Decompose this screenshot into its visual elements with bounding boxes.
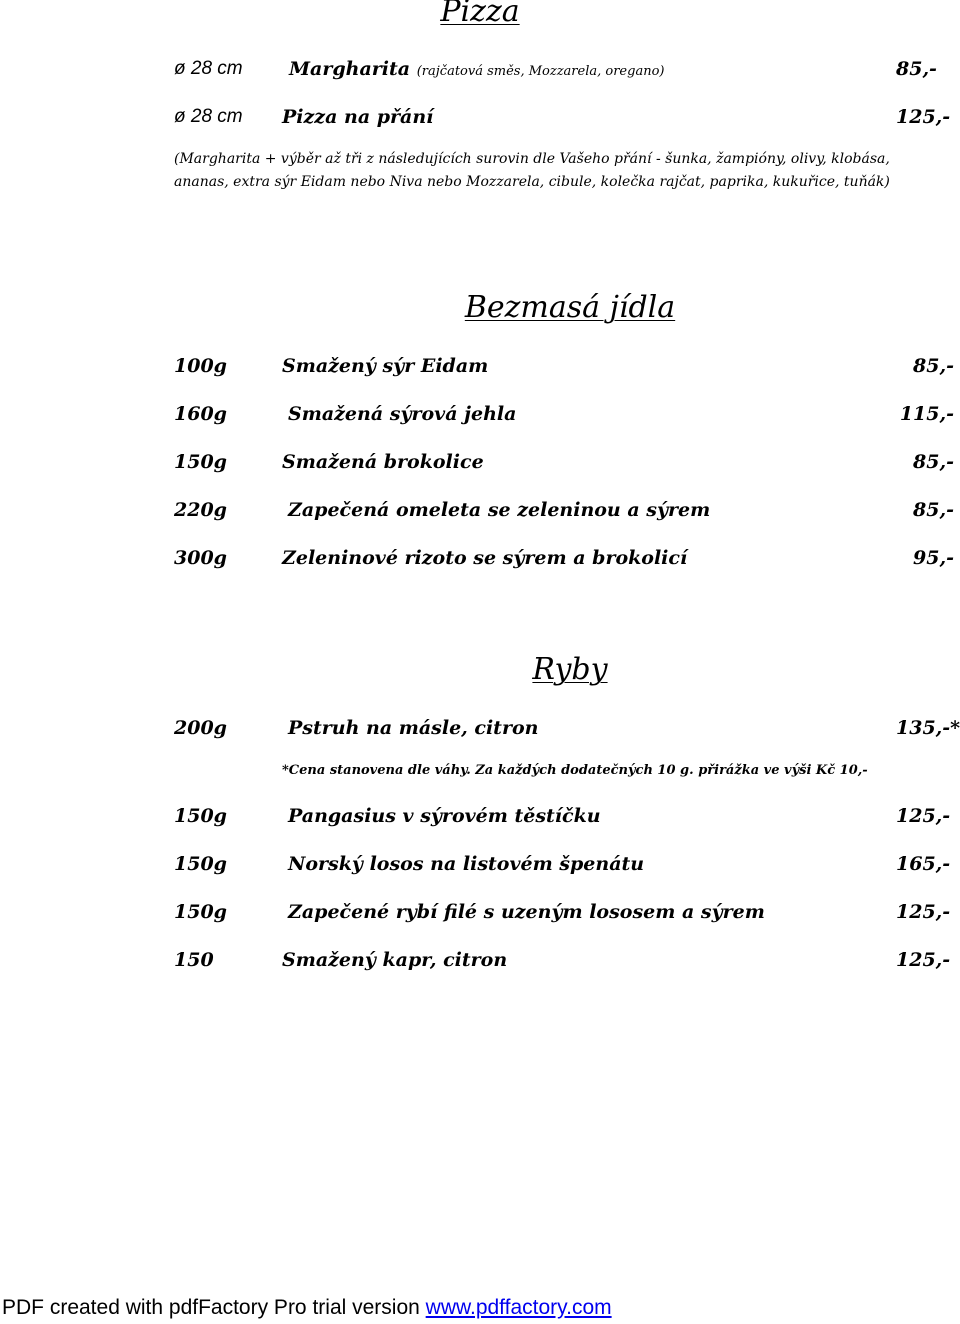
item-name: Zapečené rybí filé s uzeným lososem a sýrem (288, 901, 765, 923)
footer-text: PDF created with pdfFactory Pro trial version (2, 1296, 426, 1319)
item-name (289, 58, 664, 80)
menu-item (0, 355, 960, 383)
menu-item (0, 403, 960, 431)
item-name-text: Margharita (289, 58, 411, 80)
item-price: 165,- (896, 853, 951, 875)
item-price: 125,- (896, 949, 951, 971)
item-weight: 100g (174, 355, 227, 377)
item-description: (rajčatová směs, Mozzarela, oregano) (416, 64, 665, 79)
item-price: 85,- (913, 499, 954, 521)
item-name: Pizza na přání (282, 106, 434, 128)
menu-item (0, 58, 960, 86)
item-weight: 150g (174, 451, 227, 473)
item-price: 125,- (896, 805, 951, 827)
item-price: 95,- (913, 547, 954, 569)
menu-item (0, 949, 960, 977)
item-price: 85,- (913, 355, 954, 377)
item-weight: 160g (174, 403, 227, 425)
item-name: Zapečená omeleta se zeleninou a sýrem (288, 499, 711, 521)
menu-item (0, 717, 960, 745)
item-name: Zeleninové rizoto se sýrem a brokolicí (282, 547, 688, 569)
item-name: Pstruh na másle, citron (288, 717, 539, 739)
item-name: Smažený kapr, citron (282, 949, 508, 971)
item-name: Pangasius v sýrovém těstíčku (288, 805, 601, 827)
menu-item (0, 451, 960, 479)
item-price: 85,- (896, 58, 937, 80)
section-title-pizza: Pizza (440, 0, 520, 29)
pizza-note-line: (Margharita + výběr až tři z následujících surovin dle Vašeho přání - šunka, žampióny, olivy, klobása, (174, 151, 890, 167)
item-name: Smažená brokolice (282, 451, 484, 473)
section-title-ryby: Ryby (532, 652, 608, 687)
item-price: 115,- (899, 403, 954, 425)
menu-item (0, 901, 960, 929)
section-title-bezmasa: Bezmasá jídla (464, 290, 676, 325)
item-name: Smažená sýrová jehla (288, 403, 517, 425)
item-weight: 300g (174, 547, 227, 569)
pdf-footer (2, 1296, 612, 1320)
menu-item (0, 499, 960, 527)
item-price: 85,- (913, 451, 954, 473)
item-weight: 150g (174, 853, 227, 875)
menu-item (0, 106, 960, 134)
menu-item (0, 853, 960, 881)
item-weight: 150 (174, 949, 214, 971)
item-weight: 220g (174, 499, 227, 521)
item-name: Norský losos na listovém špenátu (288, 853, 645, 875)
item-size: ø 28 cm (174, 58, 243, 79)
price-note: *Cena stanovena dle váhy. Za každých dodatečných 10 g. přirážka ve výši Kč 10,- (282, 763, 868, 778)
pizza-note (174, 148, 944, 194)
item-price: 125,- (896, 106, 951, 128)
item-weight: 200g (174, 717, 227, 739)
item-weight: 150g (174, 901, 227, 923)
item-price: 125,- (896, 901, 951, 923)
footer-link[interactable]: www.pdffactory.com (425, 1296, 612, 1319)
item-weight: 150g (174, 805, 227, 827)
menu-item (0, 805, 960, 833)
menu-item (0, 547, 960, 575)
item-size: ø 28 cm (174, 106, 243, 127)
item-price: 135,-* (896, 717, 960, 739)
item-name: Smažený sýr Eidam (282, 355, 489, 377)
pizza-note-line: ananas, extra sýr Eidam nebo Niva nebo Mozzarela, cibule, kolečka rajčat, paprika, kukuřice, tuňák) (174, 174, 890, 190)
